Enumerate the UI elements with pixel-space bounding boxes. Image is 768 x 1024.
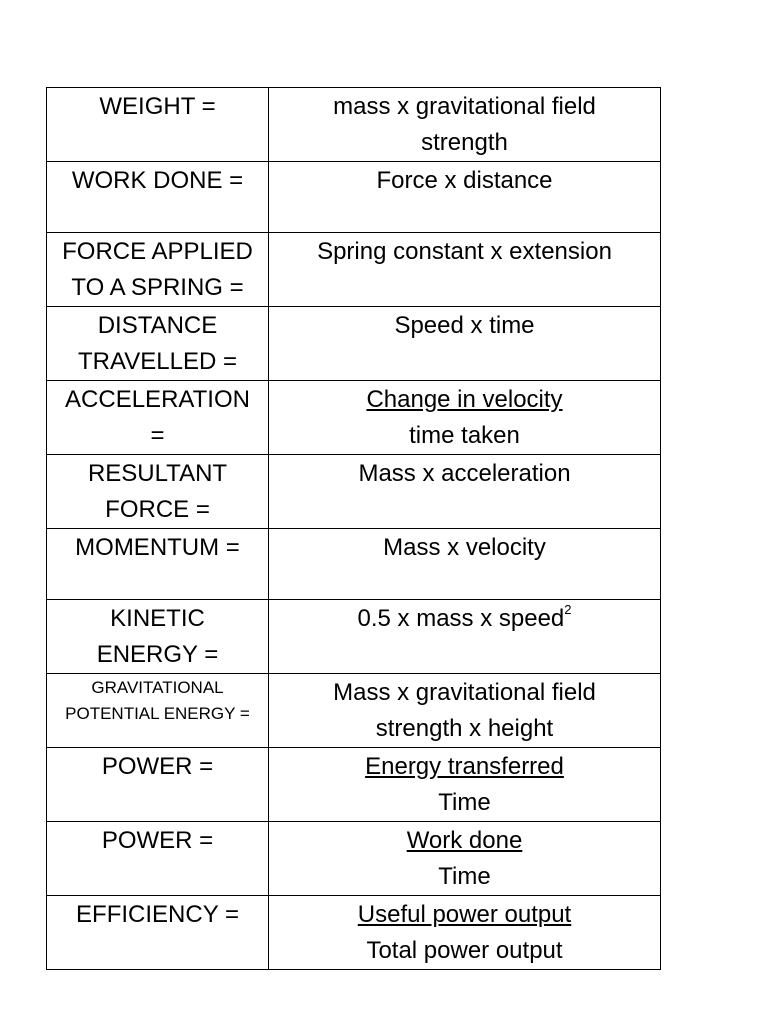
formula-table bbox=[46, 87, 661, 970]
formula-cell bbox=[269, 896, 661, 970]
quantity-cell bbox=[47, 233, 269, 307]
quantity-text: TRAVELLED = bbox=[78, 348, 237, 375]
formula-text: Force x distance bbox=[376, 167, 553, 194]
table-row bbox=[47, 674, 661, 748]
table-row bbox=[47, 600, 661, 674]
numerator-text: Useful power output bbox=[357, 901, 572, 928]
formula-denominator: time taken bbox=[409, 422, 520, 449]
formula-denominator: Total power output bbox=[366, 937, 563, 964]
formula-denominator: Time bbox=[438, 863, 491, 890]
formula-cell bbox=[269, 674, 661, 748]
quantity-text: TO A SPRING = bbox=[71, 274, 244, 301]
formula-cell bbox=[269, 307, 661, 381]
formula-text: Spring constant x extension bbox=[317, 238, 612, 265]
quantity-text: RESULTANT bbox=[87, 460, 228, 487]
table-row bbox=[47, 307, 661, 381]
quantity-text: EFFICIENCY = bbox=[76, 901, 239, 928]
numerator-text: Change in velocity bbox=[366, 386, 563, 413]
quantity-cell bbox=[47, 529, 269, 600]
quantity-text: WORK DONE = bbox=[71, 167, 244, 194]
formula-text: mass x gravitational field bbox=[333, 93, 596, 120]
formula-denominator: Time bbox=[438, 789, 491, 816]
superscript: 2 bbox=[564, 602, 572, 617]
formula-text: strength bbox=[421, 129, 508, 156]
quantity-text: DISTANCE bbox=[97, 312, 218, 339]
formula-cell bbox=[269, 748, 661, 822]
formula-cell bbox=[269, 88, 661, 162]
quantity-text: POTENTIAL ENERGY = bbox=[65, 704, 250, 723]
quantity-cell bbox=[47, 88, 269, 162]
formula-cell bbox=[269, 233, 661, 307]
quantity-text: MOMENTUM = bbox=[75, 534, 240, 561]
quantity-cell bbox=[47, 600, 269, 674]
quantity-cell bbox=[47, 822, 269, 896]
quantity-text: WEIGHT = bbox=[99, 93, 216, 120]
quantity-text: POWER = bbox=[101, 827, 214, 854]
formula-cell bbox=[269, 529, 661, 600]
table-row bbox=[47, 233, 661, 307]
quantity-cell bbox=[47, 748, 269, 822]
formula-numerator bbox=[273, 823, 656, 859]
numerator-text: Work done bbox=[406, 827, 523, 854]
quantity-cell bbox=[47, 455, 269, 529]
numerator-text: Energy transferred bbox=[365, 753, 564, 780]
table-row bbox=[47, 455, 661, 529]
formula-numerator bbox=[273, 897, 656, 933]
quantity-cell bbox=[47, 896, 269, 970]
quantity-cell bbox=[47, 307, 269, 381]
table-row bbox=[47, 529, 661, 600]
quantity-text: FORCE APPLIED bbox=[62, 238, 253, 265]
formula-cell bbox=[269, 822, 661, 896]
formula-cell bbox=[269, 162, 661, 233]
formula-text: 0.5 x mass x speed bbox=[357, 605, 565, 632]
formula-text: Mass x velocity bbox=[383, 534, 546, 561]
formula-cell bbox=[269, 381, 661, 455]
quantity-text: FORCE = bbox=[105, 496, 210, 523]
quantity-cell bbox=[47, 381, 269, 455]
quantity-cell bbox=[47, 674, 269, 748]
quantity-text: ACCELERATION bbox=[65, 386, 250, 413]
formula-line bbox=[273, 601, 656, 637]
quantity-text: ENERGY = bbox=[96, 641, 219, 668]
quantity-text: KINETIC bbox=[110, 605, 205, 632]
formula-cell bbox=[269, 455, 661, 529]
formula-cell bbox=[269, 600, 661, 674]
formula-numerator bbox=[273, 382, 656, 418]
table-row bbox=[47, 896, 661, 970]
formula-text: Mass x acceleration bbox=[358, 460, 571, 487]
quantity-cell bbox=[47, 162, 269, 233]
formula-text: Mass x gravitational field bbox=[333, 679, 596, 706]
quantity-text: = bbox=[150, 422, 165, 449]
formula-text: strength x height bbox=[375, 715, 554, 742]
table-row bbox=[47, 748, 661, 822]
formula-sheet bbox=[46, 87, 660, 970]
table-row bbox=[47, 162, 661, 233]
quantity-text: POWER = bbox=[101, 753, 214, 780]
table-row bbox=[47, 822, 661, 896]
table-row bbox=[47, 381, 661, 455]
formula-numerator bbox=[273, 749, 656, 785]
table-row bbox=[47, 88, 661, 162]
formula-text: Speed x time bbox=[394, 312, 535, 339]
quantity-text: GRAVITATIONAL bbox=[91, 678, 224, 697]
